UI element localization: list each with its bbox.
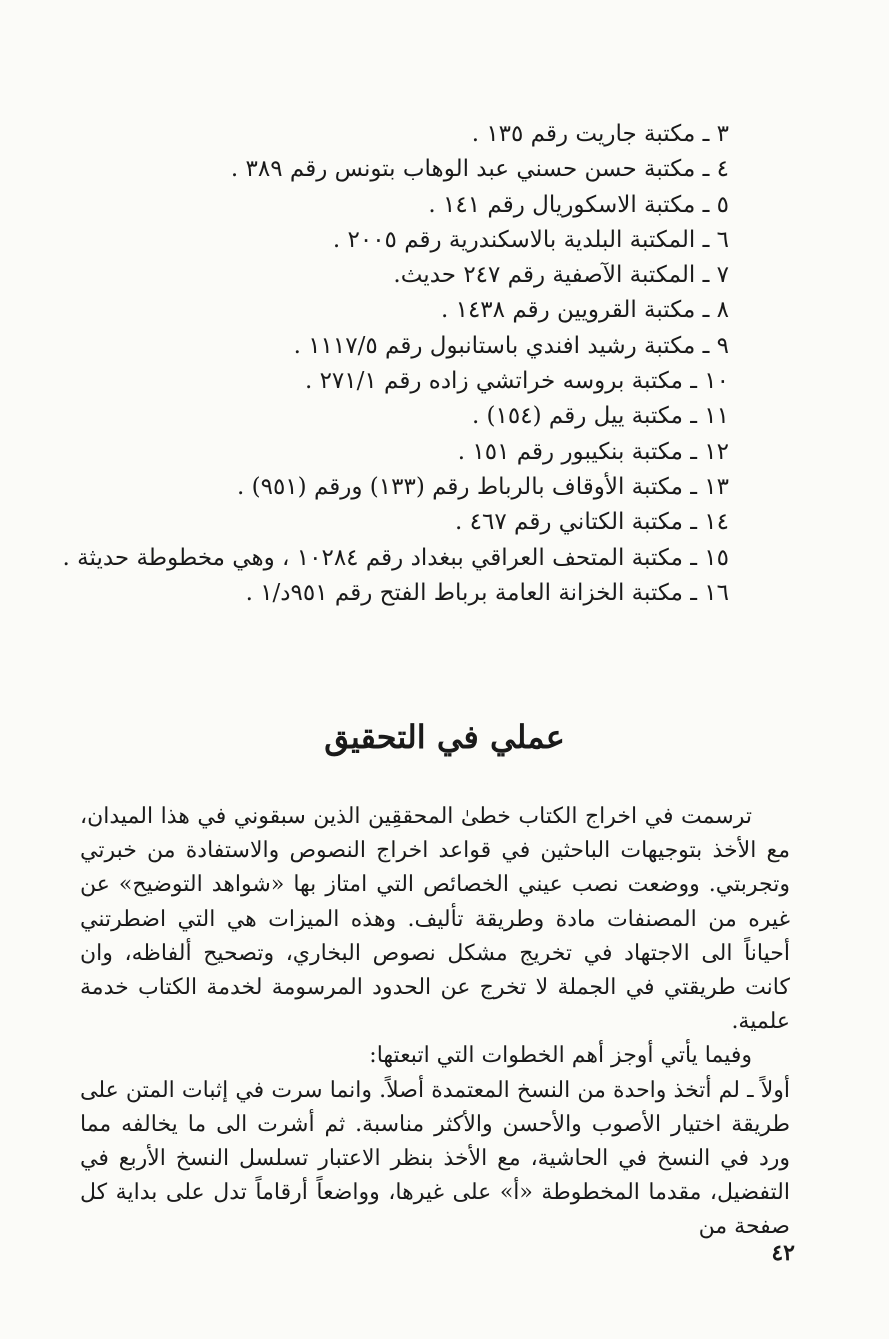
list-item: ١٠ ـ مكتبة بروسه خراتشي زاده رقم ٢٧١/١ . [304, 368, 729, 395]
manuscript-library-list [62, 117, 729, 611]
list-item: ٣ ـ مكتبة جاريت رقم ١٣٥ . [471, 121, 729, 147]
list-item: ١٦ ـ مكتبة الخزانة العامة برباط الفتح رقم ٩٥١د/١ . [245, 579, 729, 606]
list-item: ١٢ ـ مكتبة بنكيبور رقم ١٥١ . [457, 438, 729, 465]
list-item: ١٤ ـ مكتبة الكتاني رقم ٤٦٧ . [455, 509, 729, 536]
section-title: عملي في التحقيق [324, 718, 565, 756]
list-item: ١٥ ـ مكتبة المتحف العراقي ببغداد رقم ١٠٢٨٤ ، وهي مخطوطة حديثة . [62, 544, 729, 571]
list-item: ٤ ـ مكتبة حسن حسني عبد الوهاب بتونس رقم ٣٨٩ . [230, 156, 729, 183]
list-item: ١٣ ـ مكتبة الأوقاف بالرباط رقم (١٣٣) ورقم (٩٥١) . [236, 473, 729, 500]
paragraph: ترسمت في اخراج الكتاب خطىٰ المحققِين الذين سبقوني في هذا الميدان، مع الأخذ بتوجيهات الباحثين في قواعد اخراج النصوص والاستفادة من خبرتي وتجربتي. ووضعت نصب عيني الخصائص التي امتاز بها «شواهد التوضيح» عن غيره من المصنفات مادة وطريقة تأليف. وهذه الميزات هي التي اضطرتني أحياناً الى الاجتهاد في تخريج مشكل نصوص البخاري، وتصحيح ألفاظه، وان كانت طريقتي في الجملة لا تخرج عن الحدود المرسومة لخدمة الكتاب خدمة علمية. [80, 804, 790, 1035]
list-item: ٦ ـ المكتبة البلدية بالاسكندرية رقم ٢٠٠٥ . [332, 226, 729, 253]
body-text [80, 800, 790, 1245]
list-item: ٨ ـ مكتبة القرويين رقم ١٤٣٨ . [440, 297, 729, 324]
list-item: ٧ ـ المكتبة الآصفية رقم ٢٤٧ حديث. [393, 262, 729, 289]
list-item: ٥ ـ مكتبة الاسكوريال رقم ١٤١ . [428, 191, 729, 218]
paragraph: أولاً ـ لم أتخذ واحدة من النسخ المعتمدة أصلاً. وانما سرت في إثبات المتن على طريقة اختيار الأصوب والأحسن والأكثر مناسبة. ثم أشرت الى ما يخالفه مما ورد في النسخ في الحاشية، مع الأخذ بنظر الاعتبار تسلسل النسخ الأربع في التفضيل، مقدما المخطوطة «أ» على غيرها، وواضعاً أرقاماً تدل على بداية كل صفحة من [80, 1077, 790, 1240]
list-item: ١١ ـ مكتبة ييل رقم (١٥٤) . [471, 403, 729, 430]
list-item: ٩ ـ مكتبة رشيد افندي باستانبول رقم ١١١٧/٥ . [293, 332, 729, 359]
page-number: ٤٢ [771, 1240, 795, 1266]
paragraph: وفيما يأتي أوجز أهم الخطوات التي اتبعتها: [369, 1043, 752, 1069]
